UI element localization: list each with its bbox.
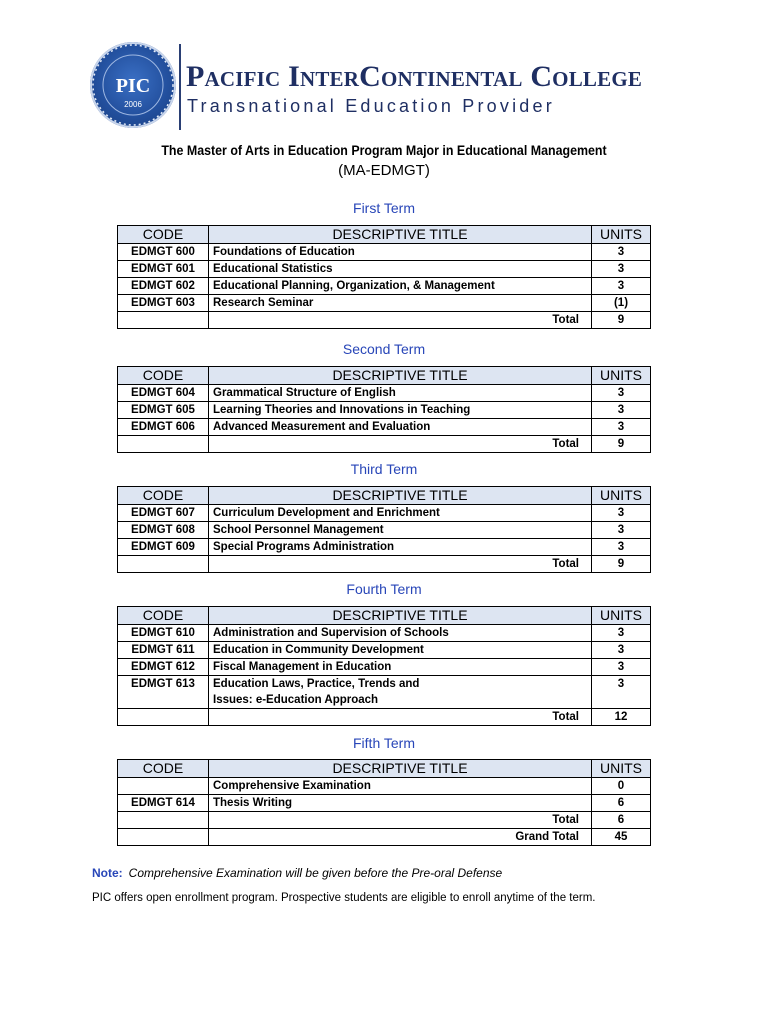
column-header-code: CODE [118, 367, 209, 385]
empty-cell [118, 829, 209, 846]
course-title: Comprehensive Examination [209, 778, 592, 795]
course-title: Advanced Measurement and Evaluation [209, 419, 592, 436]
course-title: Administration and Supervision of Schools [209, 625, 592, 642]
course-code: EDMGT 605 [118, 402, 209, 419]
enrollment-info: PIC offers open enrollment program. Prospective students are eligible to enroll anytime of the term. [92, 892, 596, 904]
empty-cell [118, 312, 209, 329]
course-units: (1) [592, 295, 651, 312]
course-units: 0 [592, 778, 651, 795]
course-code: EDMGT 603 [118, 295, 209, 312]
course-units: 3 [592, 505, 651, 522]
course-units: 6 [592, 795, 651, 812]
course-title: Learning Theories and Innovations in Teaching [209, 402, 592, 419]
course-units: 3 [592, 539, 651, 556]
column-header-title: DESCRIPTIVE TITLE [209, 226, 592, 244]
total-units: 9 [592, 556, 651, 573]
seal-graphic [90, 42, 176, 128]
course-code: EDMGT 609 [118, 539, 209, 556]
empty-cell [118, 556, 209, 573]
table-row [118, 385, 651, 402]
grand-total-units: 45 [592, 829, 651, 846]
course-title: Thesis Writing [209, 795, 592, 812]
course-units: 3 [592, 261, 651, 278]
total-units: 9 [592, 436, 651, 453]
column-header-units: UNITS [592, 607, 651, 625]
table-row [118, 795, 651, 812]
note [92, 866, 502, 880]
table-header-row [118, 226, 651, 244]
total-units: 6 [592, 812, 651, 829]
course-title: Education Laws, Practice, Trends and Issues: e-Education Approach [209, 676, 592, 709]
course-units: 3 [592, 419, 651, 436]
course-title: Educational Planning, Organization, & Management [209, 278, 592, 295]
term-title-third: Third Term [350, 461, 418, 477]
first-term-table [117, 225, 651, 329]
college-tagline: Transnational Education Provider [187, 96, 555, 116]
term-title-fourth: Fourth Term [346, 581, 422, 597]
total-label: Total [209, 709, 592, 726]
college-name: Pacific InterContinental College [186, 60, 643, 93]
table-row [118, 642, 651, 659]
course-units: 3 [592, 385, 651, 402]
table-row [118, 419, 651, 436]
table-row [118, 539, 651, 556]
term-title-fifth: Fifth Term [353, 735, 415, 751]
course-units: 3 [592, 244, 651, 261]
course-units: 3 [592, 625, 651, 642]
column-header-code: CODE [118, 607, 209, 625]
total-label: Total [209, 812, 592, 829]
table-row [118, 676, 651, 709]
course-code [118, 778, 209, 795]
term-title-second: Second Term [342, 341, 426, 357]
course-units: 3 [592, 402, 651, 419]
total-row [118, 709, 651, 726]
table-row [118, 778, 651, 795]
column-header-units: UNITS [592, 760, 651, 778]
course-code: EDMGT 612 [118, 659, 209, 676]
table-row [118, 505, 651, 522]
course-code: EDMGT 604 [118, 385, 209, 402]
table-row [118, 522, 651, 539]
program-code: (MA-EDMGT) [338, 162, 430, 179]
column-header-code: CODE [118, 226, 209, 244]
total-label: Total [209, 436, 592, 453]
course-title: Fiscal Management in Education [209, 659, 592, 676]
total-row [118, 812, 651, 829]
column-header-title: DESCRIPTIVE TITLE [209, 367, 592, 385]
course-title: Education in Community Development [209, 642, 592, 659]
course-units: 3 [592, 642, 651, 659]
seal-year: 2006 [124, 100, 142, 109]
course-code: EDMGT 610 [118, 625, 209, 642]
total-units: 9 [592, 312, 651, 329]
header-divider [179, 44, 181, 130]
empty-cell [118, 709, 209, 726]
note-text: Comprehensive Examination will be given before the Pre-oral Defense [128, 866, 503, 880]
college-seal-logo [90, 42, 176, 128]
term-title-first: First Term [353, 200, 415, 216]
course-code: EDMGT 613 [118, 676, 209, 709]
column-header-code: CODE [118, 760, 209, 778]
course-title: Special Programs Administration [209, 539, 592, 556]
column-header-code: CODE [118, 487, 209, 505]
grand-total-row [118, 829, 651, 846]
column-header-title: DESCRIPTIVE TITLE [209, 487, 592, 505]
column-header-title: DESCRIPTIVE TITLE [209, 760, 592, 778]
column-header-title: DESCRIPTIVE TITLE [209, 607, 592, 625]
course-units: 3 [592, 278, 651, 295]
table-header-row [118, 607, 651, 625]
fifth-term-table [117, 759, 651, 846]
course-code: EDMGT 607 [118, 505, 209, 522]
column-header-units: UNITS [592, 487, 651, 505]
column-header-units: UNITS [592, 226, 651, 244]
table-row [118, 402, 651, 419]
total-label: Total [209, 312, 592, 329]
total-row [118, 556, 651, 573]
course-code: EDMGT 600 [118, 244, 209, 261]
course-title: Grammatical Structure of English [209, 385, 592, 402]
course-title: School Personnel Management [209, 522, 592, 539]
second-term-table [117, 366, 651, 453]
course-title: Research Seminar [209, 295, 592, 312]
total-units: 12 [592, 709, 651, 726]
seal-initials: PIC [115, 75, 151, 97]
course-title: Foundations of Education [209, 244, 592, 261]
course-code: EDMGT 601 [118, 261, 209, 278]
table-row [118, 244, 651, 261]
table-row [118, 295, 651, 312]
note-label: Note: [92, 866, 123, 880]
total-row [118, 436, 651, 453]
course-units: 3 [592, 676, 651, 709]
table-header-row [118, 367, 651, 385]
table-row [118, 625, 651, 642]
table-row [118, 278, 651, 295]
program-title: The Master of Arts in Education Program Major in Educational Management [161, 143, 607, 158]
empty-cell [118, 812, 209, 829]
course-units: 3 [592, 522, 651, 539]
empty-cell [118, 436, 209, 453]
course-title: Curriculum Development and Enrichment [209, 505, 592, 522]
total-row [118, 312, 651, 329]
course-code: EDMGT 608 [118, 522, 209, 539]
course-units: 3 [592, 659, 651, 676]
course-code: EDMGT 602 [118, 278, 209, 295]
header [90, 42, 690, 137]
course-code: EDMGT 606 [118, 419, 209, 436]
column-header-units: UNITS [592, 367, 651, 385]
third-term-table [117, 486, 651, 573]
total-label: Total [209, 556, 592, 573]
table-row [118, 261, 651, 278]
table-row [118, 659, 651, 676]
table-header-row [118, 487, 651, 505]
course-code: EDMGT 611 [118, 642, 209, 659]
course-title: Educational Statistics [209, 261, 592, 278]
course-code: EDMGT 614 [118, 795, 209, 812]
fourth-term-table [117, 606, 651, 726]
table-header-row [118, 760, 651, 778]
grand-total-label: Grand Total [209, 829, 592, 846]
